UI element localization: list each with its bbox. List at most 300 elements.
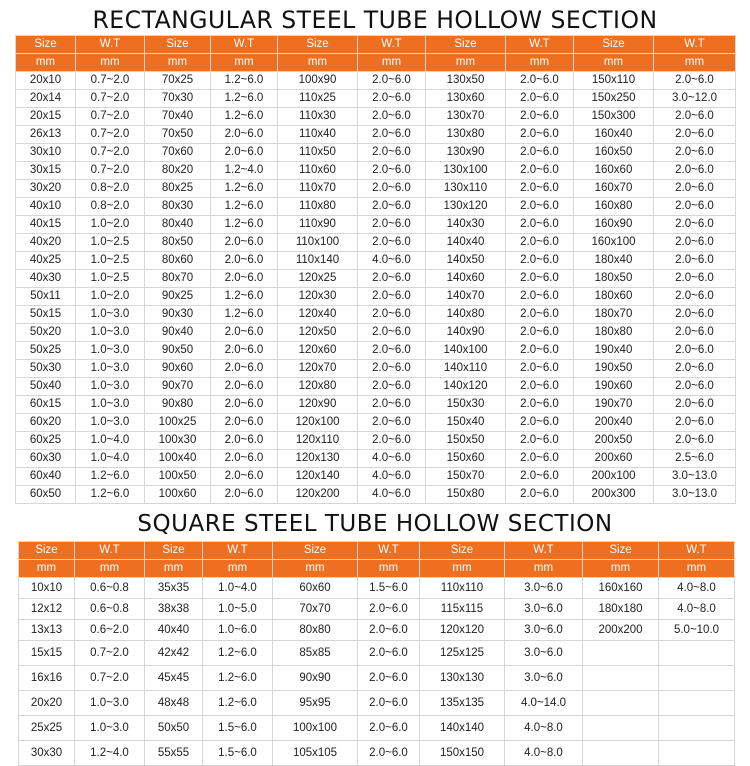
rect-wt-cell: 2.0~6.0 [211, 270, 278, 288]
square-size-cell: 110x110 [420, 578, 505, 599]
rect-size-cell: 50x40 [16, 378, 76, 396]
rect-size-cell: 110x90 [278, 216, 358, 234]
rect-column-header: Size [16, 36, 76, 54]
rect-size-cell: 140x50 [426, 252, 506, 270]
rect-size-cell: 110x70 [278, 180, 358, 198]
rect-wt-cell: 1.0~2.5 [76, 234, 145, 252]
rect-size-cell: 180x40 [574, 252, 654, 270]
rect-wt-cell: 1.0~2.5 [76, 270, 145, 288]
rect-size-cell: 100x90 [278, 72, 358, 90]
square-wt-cell: 5.0~10.0 [659, 620, 735, 641]
rect-size-cell: 130x80 [426, 126, 506, 144]
rect-wt-cell: 2.0~6.0 [211, 360, 278, 378]
square-unit-cell: mm [145, 560, 203, 578]
square-wt-cell: 2.0~6.0 [358, 716, 420, 741]
rect-wt-cell: 2.0~6.0 [506, 198, 574, 216]
rect-row [16, 360, 736, 378]
rect-wt-cell: 2.0~6.0 [654, 432, 736, 450]
rect-wt-cell: 2.0~6.0 [211, 324, 278, 342]
rect-wt-cell: 2.0~6.0 [506, 90, 574, 108]
rect-wt-cell: 2.0~6.0 [506, 72, 574, 90]
rect-size-cell: 180x80 [574, 324, 654, 342]
square-wt-cell: 4.0~8.0 [505, 741, 583, 766]
square-wt-cell: 3.0~6.0 [505, 599, 583, 620]
rect-size-cell: 20x14 [16, 90, 76, 108]
rect-wt-cell: 3.0~12.0 [654, 90, 736, 108]
rect-wt-cell: 2.0~6.0 [358, 324, 426, 342]
rect-size-cell: 110x60 [278, 162, 358, 180]
square-row [19, 691, 735, 716]
rect-size-cell: 40x25 [16, 252, 76, 270]
rect-size-cell: 160x40 [574, 126, 654, 144]
square-size-cell: 90x90 [273, 666, 358, 691]
square-size-cell: 160x160 [583, 578, 659, 599]
square-header [19, 542, 735, 578]
rect-wt-cell: 2.0~6.0 [654, 252, 736, 270]
rect-size-cell: 160x50 [574, 144, 654, 162]
square-unit-cell: mm [273, 560, 358, 578]
square-wt-cell: 1.5~6.0 [203, 741, 273, 766]
rect-wt-cell: 2.0~6.0 [358, 270, 426, 288]
rect-unit-cell: mm [16, 54, 76, 72]
rect-size-cell: 140x80 [426, 306, 506, 324]
rect-row [16, 72, 736, 90]
rect-wt-cell: 2.0~6.0 [211, 144, 278, 162]
rect-size-cell: 190x60 [574, 378, 654, 396]
rect-column-header: W.T [211, 36, 278, 54]
rect-wt-cell: 2.0~6.0 [506, 144, 574, 162]
rect-size-cell: 120x110 [278, 432, 358, 450]
square-row [19, 620, 735, 641]
rectangular-section-title: RECTANGULAR STEEL TUBE HOLLOW SECTION [92, 6, 658, 34]
square-size-cell: 12x12 [19, 599, 75, 620]
rect-unit-cell: mm [426, 54, 506, 72]
rect-size-cell: 90x25 [145, 288, 211, 306]
rect-wt-cell: 1.0~4.0 [76, 450, 145, 468]
square-size-cell: 200x200 [583, 620, 659, 641]
rect-size-cell: 40x30 [16, 270, 76, 288]
rect-column-header: W.T [358, 36, 426, 54]
square-wt-cell: 2.0~6.0 [358, 741, 420, 766]
rect-wt-cell: 2.0~6.0 [654, 72, 736, 90]
rect-size-cell: 150x40 [426, 414, 506, 432]
square-wt-cell: 1.0~4.0 [203, 578, 273, 599]
rect-unit-cell: mm [76, 54, 145, 72]
rect-wt-cell: 2.0~6.0 [654, 288, 736, 306]
square-size-cell: 42x42 [145, 641, 203, 666]
rect-size-cell: 80x40 [145, 216, 211, 234]
rect-size-cell: 80x20 [145, 162, 211, 180]
rect-row [16, 342, 736, 360]
rect-wt-cell: 2.0~6.0 [506, 396, 574, 414]
rect-column-header: W.T [76, 36, 145, 54]
rect-wt-cell: 2.0~6.0 [358, 216, 426, 234]
rect-size-cell: 60x25 [16, 432, 76, 450]
rect-size-cell: 60x30 [16, 450, 76, 468]
square-row [19, 741, 735, 766]
rect-size-cell: 120x90 [278, 396, 358, 414]
rect-size-cell: 120x140 [278, 468, 358, 486]
rect-wt-cell: 2.0~6.0 [358, 414, 426, 432]
rect-size-cell: 80x50 [145, 234, 211, 252]
rect-size-cell: 160x80 [574, 198, 654, 216]
rect-size-cell: 90x60 [145, 360, 211, 378]
rect-wt-cell: 2.0~6.0 [358, 90, 426, 108]
rect-wt-cell: 1.2~6.0 [211, 216, 278, 234]
rect-wt-cell: 0.7~2.0 [76, 162, 145, 180]
rect-wt-cell: 2.0~6.0 [211, 432, 278, 450]
rect-size-cell: 180x60 [574, 288, 654, 306]
square-tube-table [18, 541, 735, 766]
rect-size-cell: 80x25 [145, 180, 211, 198]
rect-size-cell: 100x25 [145, 414, 211, 432]
rect-row [16, 378, 736, 396]
square-wt-cell: 0.7~2.0 [75, 666, 145, 691]
rect-column-header: W.T [654, 36, 736, 54]
square-wt-cell: 3.0~6.0 [505, 666, 583, 691]
square-size-cell: 20x20 [19, 691, 75, 716]
rect-wt-cell: 2.0~6.0 [211, 378, 278, 396]
rect-wt-cell: 2.0~6.0 [506, 216, 574, 234]
square-size-cell: 50x50 [145, 716, 203, 741]
rect-wt-cell: 2.0~6.0 [506, 180, 574, 198]
rect-size-cell: 150x80 [426, 486, 506, 504]
square-column-header: W.T [505, 542, 583, 560]
square-size-cell: 70x70 [273, 599, 358, 620]
square-size-cell [583, 666, 659, 691]
rect-wt-cell: 2.0~6.0 [358, 360, 426, 378]
rect-size-cell: 140x90 [426, 324, 506, 342]
rect-row [16, 324, 736, 342]
rect-wt-cell: 2.0~6.0 [654, 378, 736, 396]
rect-row [16, 432, 736, 450]
rect-size-cell: 150x300 [574, 108, 654, 126]
rect-wt-cell: 2.0~6.0 [506, 324, 574, 342]
rect-wt-cell: 2.0~6.0 [211, 414, 278, 432]
rect-wt-cell: 0.8~2.0 [76, 198, 145, 216]
square-size-cell [583, 741, 659, 766]
rect-size-cell: 50x11 [16, 288, 76, 306]
rect-size-cell: 150x70 [426, 468, 506, 486]
rect-wt-cell: 2.0~6.0 [506, 468, 574, 486]
rect-wt-cell: 0.7~2.0 [76, 90, 145, 108]
rect-size-cell: 180x70 [574, 306, 654, 324]
rect-size-cell: 110x50 [278, 144, 358, 162]
square-wt-cell: 2.0~6.0 [358, 599, 420, 620]
square-size-cell: 10x10 [19, 578, 75, 599]
rect-row [16, 162, 736, 180]
square-size-cell: 60x60 [273, 578, 358, 599]
square-wt-cell: 1.0~3.0 [75, 716, 145, 741]
square-header-row [19, 542, 735, 560]
rect-size-cell: 140x100 [426, 342, 506, 360]
square-size-cell: 55x55 [145, 741, 203, 766]
rect-row [16, 288, 736, 306]
rect-wt-cell: 2.0~6.0 [358, 126, 426, 144]
rect-size-cell: 130x50 [426, 72, 506, 90]
square-size-cell: 135x135 [420, 691, 505, 716]
rect-size-cell: 110x100 [278, 234, 358, 252]
rect-size-cell: 110x40 [278, 126, 358, 144]
rect-size-cell: 60x40 [16, 468, 76, 486]
rect-wt-cell: 4.0~6.0 [358, 450, 426, 468]
square-row [19, 666, 735, 691]
rect-size-cell: 70x50 [145, 126, 211, 144]
rect-size-cell: 180x50 [574, 270, 654, 288]
square-wt-cell: 1.0~3.0 [75, 691, 145, 716]
rect-wt-cell: 2.0~6.0 [506, 360, 574, 378]
rect-size-cell: 150x30 [426, 396, 506, 414]
square-row [19, 641, 735, 666]
rect-size-cell: 26x13 [16, 126, 76, 144]
square-unit-cell: mm [203, 560, 273, 578]
rect-wt-cell: 2.0~6.0 [654, 180, 736, 198]
rect-size-cell: 160x90 [574, 216, 654, 234]
rect-size-cell: 120x30 [278, 288, 358, 306]
square-wt-cell: 4.0~8.0 [659, 599, 735, 620]
rect-wt-cell: 2.0~6.0 [506, 108, 574, 126]
square-unit-cell: mm [75, 560, 145, 578]
rect-size-cell: 40x15 [16, 216, 76, 234]
square-wt-cell: 1.2~6.0 [203, 641, 273, 666]
rect-row [16, 486, 736, 504]
square-section-title: SQUARE STEEL TUBE HOLLOW SECTION [137, 511, 613, 537]
rect-wt-cell: 1.2~6.0 [76, 486, 145, 504]
rect-size-cell: 110x30 [278, 108, 358, 126]
square-wt-cell: 1.2~6.0 [203, 666, 273, 691]
rect-row [16, 306, 736, 324]
rect-wt-cell: 2.0~6.0 [506, 378, 574, 396]
rect-wt-cell: 2.0~6.0 [654, 360, 736, 378]
square-size-cell: 30x30 [19, 741, 75, 766]
rect-size-cell: 90x70 [145, 378, 211, 396]
rect-wt-cell: 2.0~6.0 [654, 396, 736, 414]
rect-wt-cell: 2.0~6.0 [358, 162, 426, 180]
square-wt-cell: 0.7~2.0 [75, 641, 145, 666]
square-column-header: W.T [659, 542, 735, 560]
rect-wt-cell: 2.0~6.0 [654, 414, 736, 432]
rect-size-cell: 30x15 [16, 162, 76, 180]
rect-wt-cell: 1.0~3.0 [76, 342, 145, 360]
rect-row [16, 126, 736, 144]
square-size-cell: 45x45 [145, 666, 203, 691]
rect-wt-cell: 2.0~6.0 [506, 270, 574, 288]
square-wt-cell: 3.0~6.0 [505, 620, 583, 641]
square-wt-cell: 1.0~6.0 [203, 620, 273, 641]
rect-wt-cell: 1.2~6.0 [211, 306, 278, 324]
square-size-cell: 95x95 [273, 691, 358, 716]
square-wt-cell: 2.0~6.0 [358, 641, 420, 666]
rect-header [16, 36, 736, 72]
rect-size-cell: 120x50 [278, 324, 358, 342]
square-column-header: Size [273, 542, 358, 560]
rect-wt-cell: 2.0~6.0 [211, 252, 278, 270]
rect-wt-cell: 2.0~6.0 [506, 126, 574, 144]
rect-wt-cell: 2.0~6.0 [358, 378, 426, 396]
rect-wt-cell: 2.5~6.0 [654, 450, 736, 468]
rect-size-cell: 50x15 [16, 306, 76, 324]
rect-unit-row [16, 54, 736, 72]
rect-wt-cell: 1.0~3.0 [76, 324, 145, 342]
rect-wt-cell: 2.0~6.0 [358, 144, 426, 162]
rect-size-cell: 70x25 [145, 72, 211, 90]
rect-size-cell: 190x50 [574, 360, 654, 378]
square-size-cell: 40x40 [145, 620, 203, 641]
rect-wt-cell: 2.0~6.0 [358, 198, 426, 216]
rectangular-tube-table [15, 35, 736, 504]
square-column-header: W.T [358, 542, 420, 560]
rect-wt-cell: 1.2~6.0 [76, 468, 145, 486]
rect-wt-cell: 0.7~2.0 [76, 144, 145, 162]
square-size-cell [583, 641, 659, 666]
rect-size-cell: 100x60 [145, 486, 211, 504]
rect-wt-cell: 2.0~6.0 [654, 342, 736, 360]
rect-wt-cell: 1.2~6.0 [211, 72, 278, 90]
rect-size-cell: 140x110 [426, 360, 506, 378]
square-column-header: Size [145, 542, 203, 560]
rect-wt-cell: 1.2~6.0 [211, 198, 278, 216]
rect-size-cell: 120x130 [278, 450, 358, 468]
rect-wt-cell: 2.0~6.0 [654, 162, 736, 180]
square-size-cell: 125x125 [420, 641, 505, 666]
square-wt-cell: 3.0~6.0 [505, 578, 583, 599]
rect-row [16, 216, 736, 234]
rect-size-cell: 60x15 [16, 396, 76, 414]
rect-wt-cell: 2.0~6.0 [506, 288, 574, 306]
square-wt-cell [659, 716, 735, 741]
rect-size-cell: 140x60 [426, 270, 506, 288]
rect-size-cell: 50x30 [16, 360, 76, 378]
square-wt-cell: 1.2~6.0 [203, 691, 273, 716]
square-size-cell: 120x120 [420, 620, 505, 641]
square-size-cell [583, 716, 659, 741]
rect-size-cell: 20x15 [16, 108, 76, 126]
rect-wt-cell: 2.0~6.0 [506, 486, 574, 504]
rect-size-cell: 130x70 [426, 108, 506, 126]
rect-wt-cell: 1.2~6.0 [211, 108, 278, 126]
rect-wt-cell: 1.2~6.0 [211, 180, 278, 198]
rect-wt-cell: 1.0~2.0 [76, 216, 145, 234]
rect-wt-cell: 3.0~13.0 [654, 468, 736, 486]
rect-wt-cell: 1.2~6.0 [211, 288, 278, 306]
square-size-cell: 48x48 [145, 691, 203, 716]
rect-wt-cell: 2.0~6.0 [654, 108, 736, 126]
square-size-cell: 85x85 [273, 641, 358, 666]
rect-row [16, 396, 736, 414]
rect-size-cell: 160x100 [574, 234, 654, 252]
rect-wt-cell: 2.0~6.0 [654, 306, 736, 324]
square-size-cell: 105x105 [273, 741, 358, 766]
rect-wt-cell: 0.7~2.0 [76, 72, 145, 90]
rect-size-cell: 90x80 [145, 396, 211, 414]
rect-unit-cell: mm [574, 54, 654, 72]
rect-row [16, 144, 736, 162]
rect-wt-cell: 2.0~6.0 [358, 108, 426, 126]
rect-size-cell: 80x30 [145, 198, 211, 216]
rect-wt-cell: 2.0~6.0 [211, 126, 278, 144]
rect-unit-cell: mm [506, 54, 574, 72]
square-column-header: Size [19, 542, 75, 560]
rect-wt-cell: 2.0~6.0 [358, 234, 426, 252]
rect-unit-cell: mm [358, 54, 426, 72]
rect-size-cell: 130x100 [426, 162, 506, 180]
rect-wt-cell: 1.0~2.0 [76, 288, 145, 306]
rect-column-header: W.T [506, 36, 574, 54]
rect-unit-cell: mm [654, 54, 736, 72]
rect-size-cell: 200x50 [574, 432, 654, 450]
rect-row [16, 450, 736, 468]
rect-size-cell: 150x50 [426, 432, 506, 450]
rect-body [16, 72, 736, 504]
rect-size-cell: 190x70 [574, 396, 654, 414]
rect-column-header: Size [574, 36, 654, 54]
rect-size-cell: 60x50 [16, 486, 76, 504]
square-wt-cell [659, 691, 735, 716]
rect-size-cell: 200x100 [574, 468, 654, 486]
rect-wt-cell: 2.0~6.0 [654, 270, 736, 288]
square-size-cell: 38x38 [145, 599, 203, 620]
square-size-cell: 80x80 [273, 620, 358, 641]
rect-size-cell: 160x60 [574, 162, 654, 180]
rect-wt-cell: 2.0~6.0 [358, 288, 426, 306]
rect-wt-cell: 4.0~6.0 [358, 252, 426, 270]
rect-wt-cell: 2.0~6.0 [211, 396, 278, 414]
rect-wt-cell: 1.2~4.0 [211, 162, 278, 180]
rect-size-cell: 70x60 [145, 144, 211, 162]
square-wt-cell: 1.5~6.0 [203, 716, 273, 741]
rect-unit-cell: mm [145, 54, 211, 72]
rect-wt-cell: 0.7~2.0 [76, 108, 145, 126]
rect-size-cell: 190x40 [574, 342, 654, 360]
rect-wt-cell: 2.0~6.0 [654, 198, 736, 216]
rect-size-cell: 140x40 [426, 234, 506, 252]
rect-size-cell: 30x10 [16, 144, 76, 162]
rect-wt-cell: 2.0~6.0 [654, 126, 736, 144]
square-wt-cell: 2.0~6.0 [358, 666, 420, 691]
rect-size-cell: 90x30 [145, 306, 211, 324]
rect-wt-cell: 2.0~6.0 [654, 216, 736, 234]
square-size-cell: 150x150 [420, 741, 505, 766]
rect-size-cell: 140x30 [426, 216, 506, 234]
rect-wt-cell: 4.0~6.0 [358, 486, 426, 504]
rect-wt-cell: 0.8~2.0 [76, 180, 145, 198]
rect-size-cell: 200x300 [574, 486, 654, 504]
rect-size-cell: 100x40 [145, 450, 211, 468]
rect-size-cell: 120x200 [278, 486, 358, 504]
rect-size-cell: 90x40 [145, 324, 211, 342]
rect-wt-cell: 2.0~6.0 [211, 342, 278, 360]
rect-size-cell: 40x10 [16, 198, 76, 216]
rect-wt-cell: 1.0~3.0 [76, 396, 145, 414]
rect-size-cell: 100x30 [145, 432, 211, 450]
rect-unit-cell: mm [278, 54, 358, 72]
rect-size-cell: 100x50 [145, 468, 211, 486]
square-size-cell: 115x115 [420, 599, 505, 620]
rect-size-cell: 200x40 [574, 414, 654, 432]
rect-wt-cell: 2.0~6.0 [506, 414, 574, 432]
rect-wt-cell: 1.0~3.0 [76, 360, 145, 378]
square-wt-cell: 4.0~8.0 [659, 578, 735, 599]
square-column-header: Size [583, 542, 659, 560]
rect-size-cell: 110x140 [278, 252, 358, 270]
square-size-cell: 100x100 [273, 716, 358, 741]
square-column-header: Size [420, 542, 505, 560]
rect-wt-cell: 2.0~6.0 [506, 162, 574, 180]
rect-size-cell: 30x20 [16, 180, 76, 198]
rect-size-cell: 120x70 [278, 360, 358, 378]
rect-size-cell: 50x25 [16, 342, 76, 360]
rect-size-cell: 20x10 [16, 72, 76, 90]
